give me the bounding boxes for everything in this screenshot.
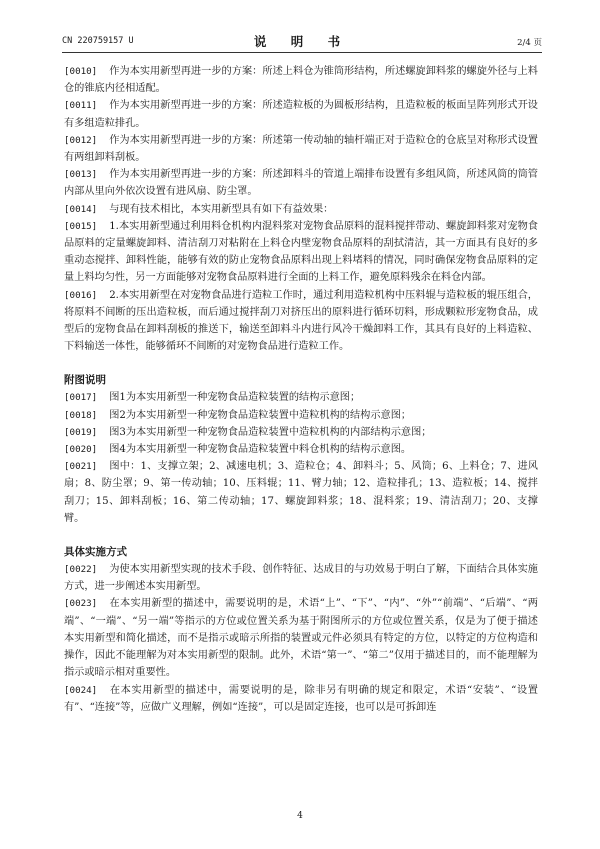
- paragraph: [64, 561, 538, 595]
- page-number: 4: [297, 811, 303, 821]
- paragraph-text: 作为本实用新型再进一步的方案：所述上料仓为锥筒形结构，所述螺旋卸料浆的螺旋外径与上料仓的锥底内径相适配。: [64, 66, 538, 95]
- paragraph-number: [0010]: [64, 66, 98, 77]
- paragraph-number: [0019]: [64, 426, 98, 438]
- paragraph-number: [0017]: [64, 392, 98, 404]
- paragraph-number: [0023]: [64, 598, 98, 610]
- paragraph: [64, 682, 538, 716]
- paragraph-text: 图3为本实用新型一种宠物食品造粒装置中造粒机构的内部结构示意图；: [109, 426, 432, 438]
- paragraph-number: [0020]: [64, 444, 98, 456]
- spacer: [64, 355, 538, 372]
- paragraph: [64, 201, 538, 218]
- paragraph-number: [0014]: [64, 203, 98, 215]
- header-rule: [62, 52, 542, 53]
- paragraph: [64, 218, 538, 287]
- paragraph-number: [0016]: [64, 289, 98, 301]
- paragraph: [64, 287, 538, 356]
- paragraph-text: 在本实用新型的描述中，需要说明的是，除非另有明确的规定和限定，术语“安装”、“设置有”、“连接”等，应做广义理解，例如“连接”，可以是固定连接，也可以是可拆卸连: [64, 684, 538, 713]
- paragraph-text: 图4为本实用新型一种宠物食品造粒装置中料仓机构的结构示意图。: [109, 444, 412, 456]
- document-body: [64, 63, 538, 716]
- paragraph-text: 1.本实用新型通过利用料仓机构内混料浆对宠物食品原料的混料搅拌带动、螺旋卸料浆对宠物食品原料的定量螺旋卸料、清洁刮刀对粘附在上料仓内壁宠物食品原料的刮拭清洁，其一方面具有良好的多重动态搅拌、卸料性能，能够有效的防止宠物食品原料出现上料堵料的情况，同时确保宠物食品原料的定量上料均匀性，另一方面能够对宠物食品原料进行全面的上料工作，避免原料残余在料仓内部。: [64, 220, 538, 284]
- paragraph: [64, 132, 538, 166]
- paragraph-text: 图2为本实用新型一种宠物食品造粒装置中造粒机构的结构示意图；: [109, 409, 412, 421]
- paragraph-number: [0012]: [64, 134, 98, 146]
- paragraph-group-figures: [64, 389, 538, 527]
- paragraph: [64, 424, 538, 441]
- paragraph: [64, 407, 538, 424]
- paragraph-number: [0015]: [64, 220, 98, 232]
- paragraph-text: 作为本实用新型再进一步的方案：所述第一传动轴的轴杆端正对于造粒仓的仓底呈对称形式设置有两组卸料刮板。: [64, 134, 538, 164]
- paragraph-number: [0021]: [64, 461, 98, 473]
- paragraph: [64, 389, 538, 406]
- paragraph-text: 作为本实用新型再进一步的方案：所述卸料斗的管道上端排布设置有多组风筒，所述风筒的筒管内部从里向外依次设置有进风扇、防尘罩。: [64, 169, 538, 198]
- paragraph-text: 作为本实用新型再进一步的方案：所述造粒板的为圆板形结构，且造粒板的板面呈阵列形式开设有多组造粒排孔。: [64, 100, 538, 129]
- paragraph: [64, 458, 538, 527]
- paragraph: [64, 441, 538, 458]
- page-title: 说 明 书: [253, 34, 351, 49]
- spacer: [64, 527, 538, 544]
- paragraph-text: 在本实用新型的描述中，需要说明的是，术语“上”、“下”、“内”、“外”“前端”、“后端”、“两端”、“一端”、“另一端”等指示的方位或位置关系为基于附图所示的方位或位置关系，仅是为了便于描述本实用新型和简化描述，而不是指示或暗示所指的装置或元件必须具有特定的方位，以特定的方位构造和操作，因此不能理解为对本实用新型的限制。此外，术语“第一”、“第二”仅用于描述目的，而不能理解为指示或暗示相对重要性。: [64, 598, 538, 679]
- page-info: 2/4 页: [517, 38, 542, 48]
- paragraph-group-embodiment: [64, 561, 538, 716]
- paragraph: [64, 63, 538, 97]
- section-heading-figures: 附图说明: [64, 374, 106, 387]
- document-number: CN 220759157 U: [62, 36, 134, 46]
- paragraph-number: [0024]: [64, 684, 98, 696]
- paragraph-number: [0022]: [64, 564, 98, 576]
- paragraph: [64, 166, 538, 200]
- paragraph-text: 图1为本实用新型一种宠物食品造粒装置的结构示意图；: [109, 392, 361, 404]
- section-heading-embodiment: 具体实施方式: [64, 546, 127, 559]
- paragraph: [64, 595, 538, 681]
- page-header: [62, 32, 542, 50]
- paragraph-text: 为使本实用新型实现的技术手段、创作特征、达成目的与功效易于明白了解，下面结合具体实施方式，进一步阐述本实用新型。: [64, 564, 538, 593]
- paragraph-text: 2.本实用新型在对宠物食品进行造粒工作时，通过利用造粒机构中压料辊与造粒板的辊压组合，将原料不间断的压出造粒板，而后通过搅拌刮刀对挤压出的原料进行循环切料，形成颗粒形宠物食品，成型后的宠物食品在卸料刮板的推送下，输送至卸料斗内进行风冷干燥卸料工作，其具有良好的上料造粒、下料输送一体性，能够循环不间断的对宠物食品进行造粒工作。: [64, 289, 538, 353]
- paragraph: [64, 97, 538, 131]
- paragraph-text: 图中：1、支撑立架；2、减速电机；3、造粒仓；4、卸料斗；5、风筒；6、上料仓；7、进风扇；8、防尘罩；9、第一传动轴；10、压料辊；11、臂力轴；12、造粒排孔；13、造粒板；14、搅拌刮刀；15、卸料刮板；16、第二传动轴；17、螺旋卸料浆；18、混料浆；19、清洁刮刀；20、支撑臂。: [64, 461, 538, 524]
- paragraph-group-summary: [64, 63, 538, 355]
- paragraph-number: [0013]: [64, 169, 98, 181]
- paragraph-number: [0011]: [64, 100, 98, 112]
- paragraph-text: 与现有技术相比，本实用新型具有如下有益效果：: [109, 203, 334, 215]
- paragraph-number: [0018]: [64, 409, 98, 421]
